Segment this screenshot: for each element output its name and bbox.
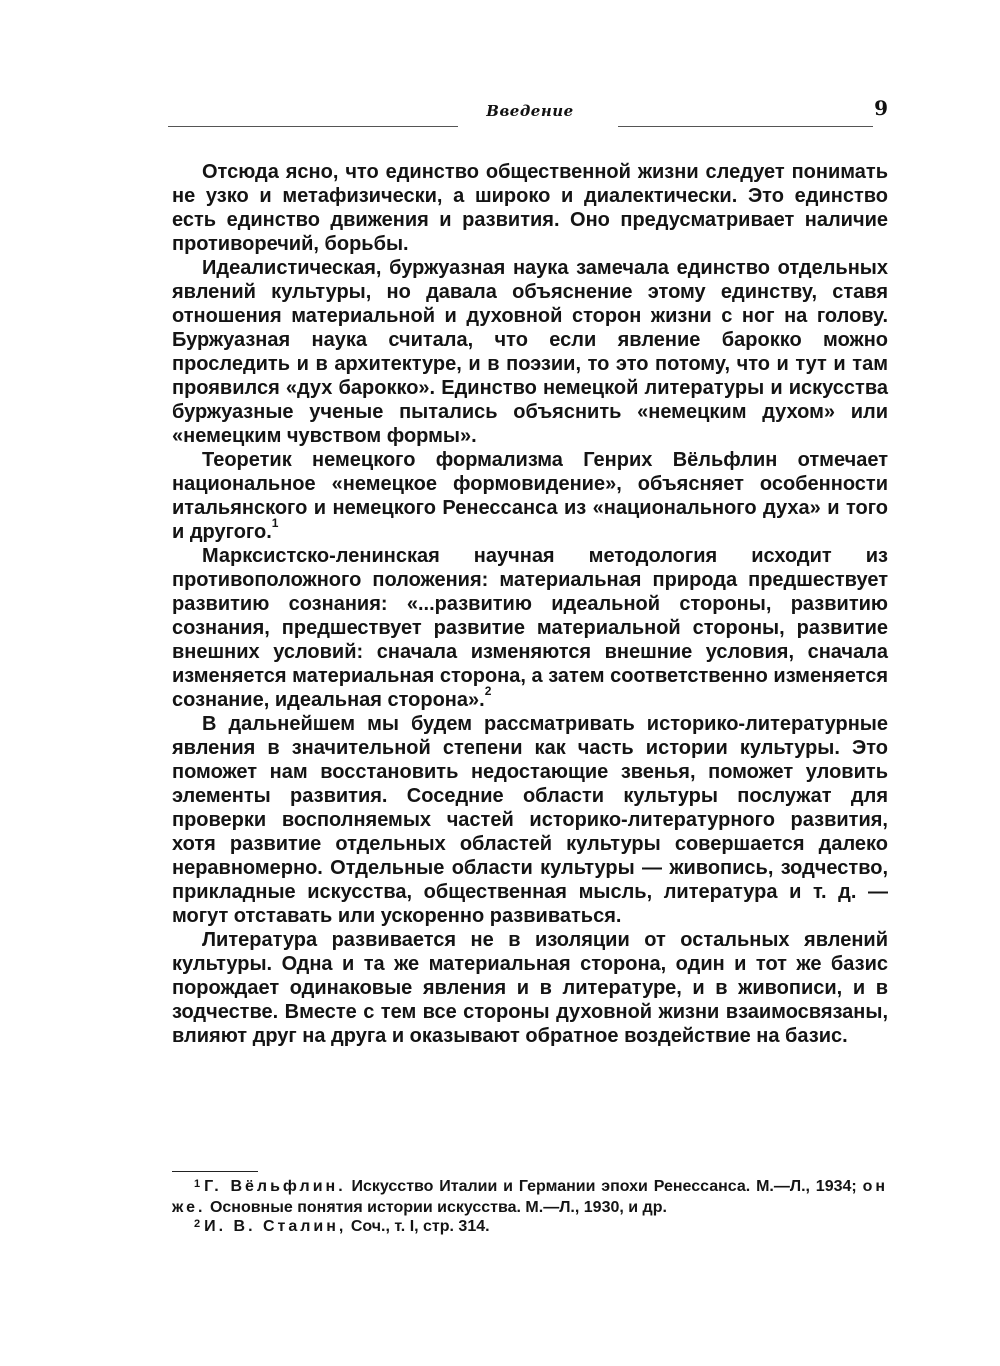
paragraph-text: В дальнейшем мы будем рассматривать историко-литературные явления в значительной степени как часть истории культуры. Это поможет нам восстановить недостающие звенья, поможет уловить элементы развития. Соседние области культуры послужат для проверки восполняемых частей историко-литературного развития, хотя развитие отдельных областей культуры совершается далеко неравномерно. Отдельные области культуры — живопись, зодчество, прикладные искусства, общественная мысль, литература и т. д. — могут отставать или ускоренно развиваться. bbox=[172, 713, 888, 927]
paragraph-text: Отсюда ясно, что единство общественной жизни следует понимать не узко и метафизически, а широко и диалектически. Это единство есть единство движения и развития. Оно предусматривает наличие противоречий, борьбы. bbox=[172, 161, 888, 255]
paragraph-text: Литература развивается не в изоляции от остальных явлений культуры. Одна и та же материальная сторона, один и тот же базис порождает одинаковые явления и в литературе, и в живописи, и в зодчестве. Вместе с тем все стороны духовной жизни взаимосвязаны, влияют друг на друга и оказывают обратное воздействие на базис. bbox=[172, 929, 888, 1047]
footnote-text: Искусство Италии и Германии эпохи Ренессанса. М.—Л., 1934; bbox=[351, 1178, 857, 1195]
footnote-ref-2: 2 bbox=[484, 684, 492, 699]
footnote-text: Основные понятия истории искусства. М.—Л., 1930, и др. bbox=[209, 1199, 667, 1216]
paragraph-6 bbox=[172, 928, 888, 1048]
paragraph-4 bbox=[172, 544, 888, 712]
footnote-rule bbox=[172, 1171, 258, 1172]
page-number: 9 bbox=[874, 96, 888, 120]
footnote-author: И. В. Сталин, bbox=[204, 1218, 347, 1235]
paragraph-1 bbox=[172, 160, 888, 256]
paragraph-3 bbox=[172, 448, 888, 544]
paragraph-text: Идеалистическая, буржуазная наука замечала единство отдельных явлений культуры, но давала объяснение этому единству, ставя отношения материальной и духовной сторон жизни с ног на голову. Буржуазная наука считала, что если явление барокко можно проследить и в архитектуре, и в поэзии, то это потому, что и тут и там проявился «дух барокко». Единство немецкой литературы и искусства буржуазные ученые пытались объяснить «немецким духом» или «немецким чувством формы». bbox=[172, 257, 888, 447]
paragraph-text: Марксистско-ленинская научная методология исходит из противоположного положения: материальная природа предшествует развитию сознания: «...развитию идеальной стороны, развитию сознания, предшествует развитие материальной стороны, развитие внешних условий: сначала изменяются внешние условия, сначала изменяется материальная сторона, а затем соответственно изменяется сознание, идеальная сторона». bbox=[172, 545, 888, 711]
footnote-mark: 1 bbox=[194, 1178, 201, 1190]
body-text bbox=[172, 160, 888, 1048]
footnote-mark: 2 bbox=[194, 1218, 201, 1230]
paragraph-2 bbox=[172, 256, 888, 448]
footnote-text: Соч., т. I, стр. 314. bbox=[350, 1218, 490, 1235]
paragraph-5 bbox=[172, 712, 888, 928]
footnote-1 bbox=[172, 1177, 888, 1217]
running-title: Введение bbox=[486, 102, 574, 120]
running-head bbox=[168, 96, 888, 136]
header-rule-right bbox=[618, 126, 873, 127]
footnote-2 bbox=[172, 1217, 888, 1238]
footnote-author: он же. bbox=[172, 1178, 889, 1216]
header-rule-left bbox=[168, 126, 458, 127]
footnote-ref-1: 1 bbox=[271, 516, 279, 531]
paragraph-text: Теоретик немецкого формализма Генрих Вёльфлин отмечает национальное «немецкое формовидение», объясняет особенности итальянского и немецкого Ренессанса из «национального духа» и того и другого. bbox=[172, 449, 888, 543]
footnotes bbox=[172, 1177, 888, 1238]
footnote-author: Г. Вёльфлин. bbox=[204, 1178, 346, 1195]
